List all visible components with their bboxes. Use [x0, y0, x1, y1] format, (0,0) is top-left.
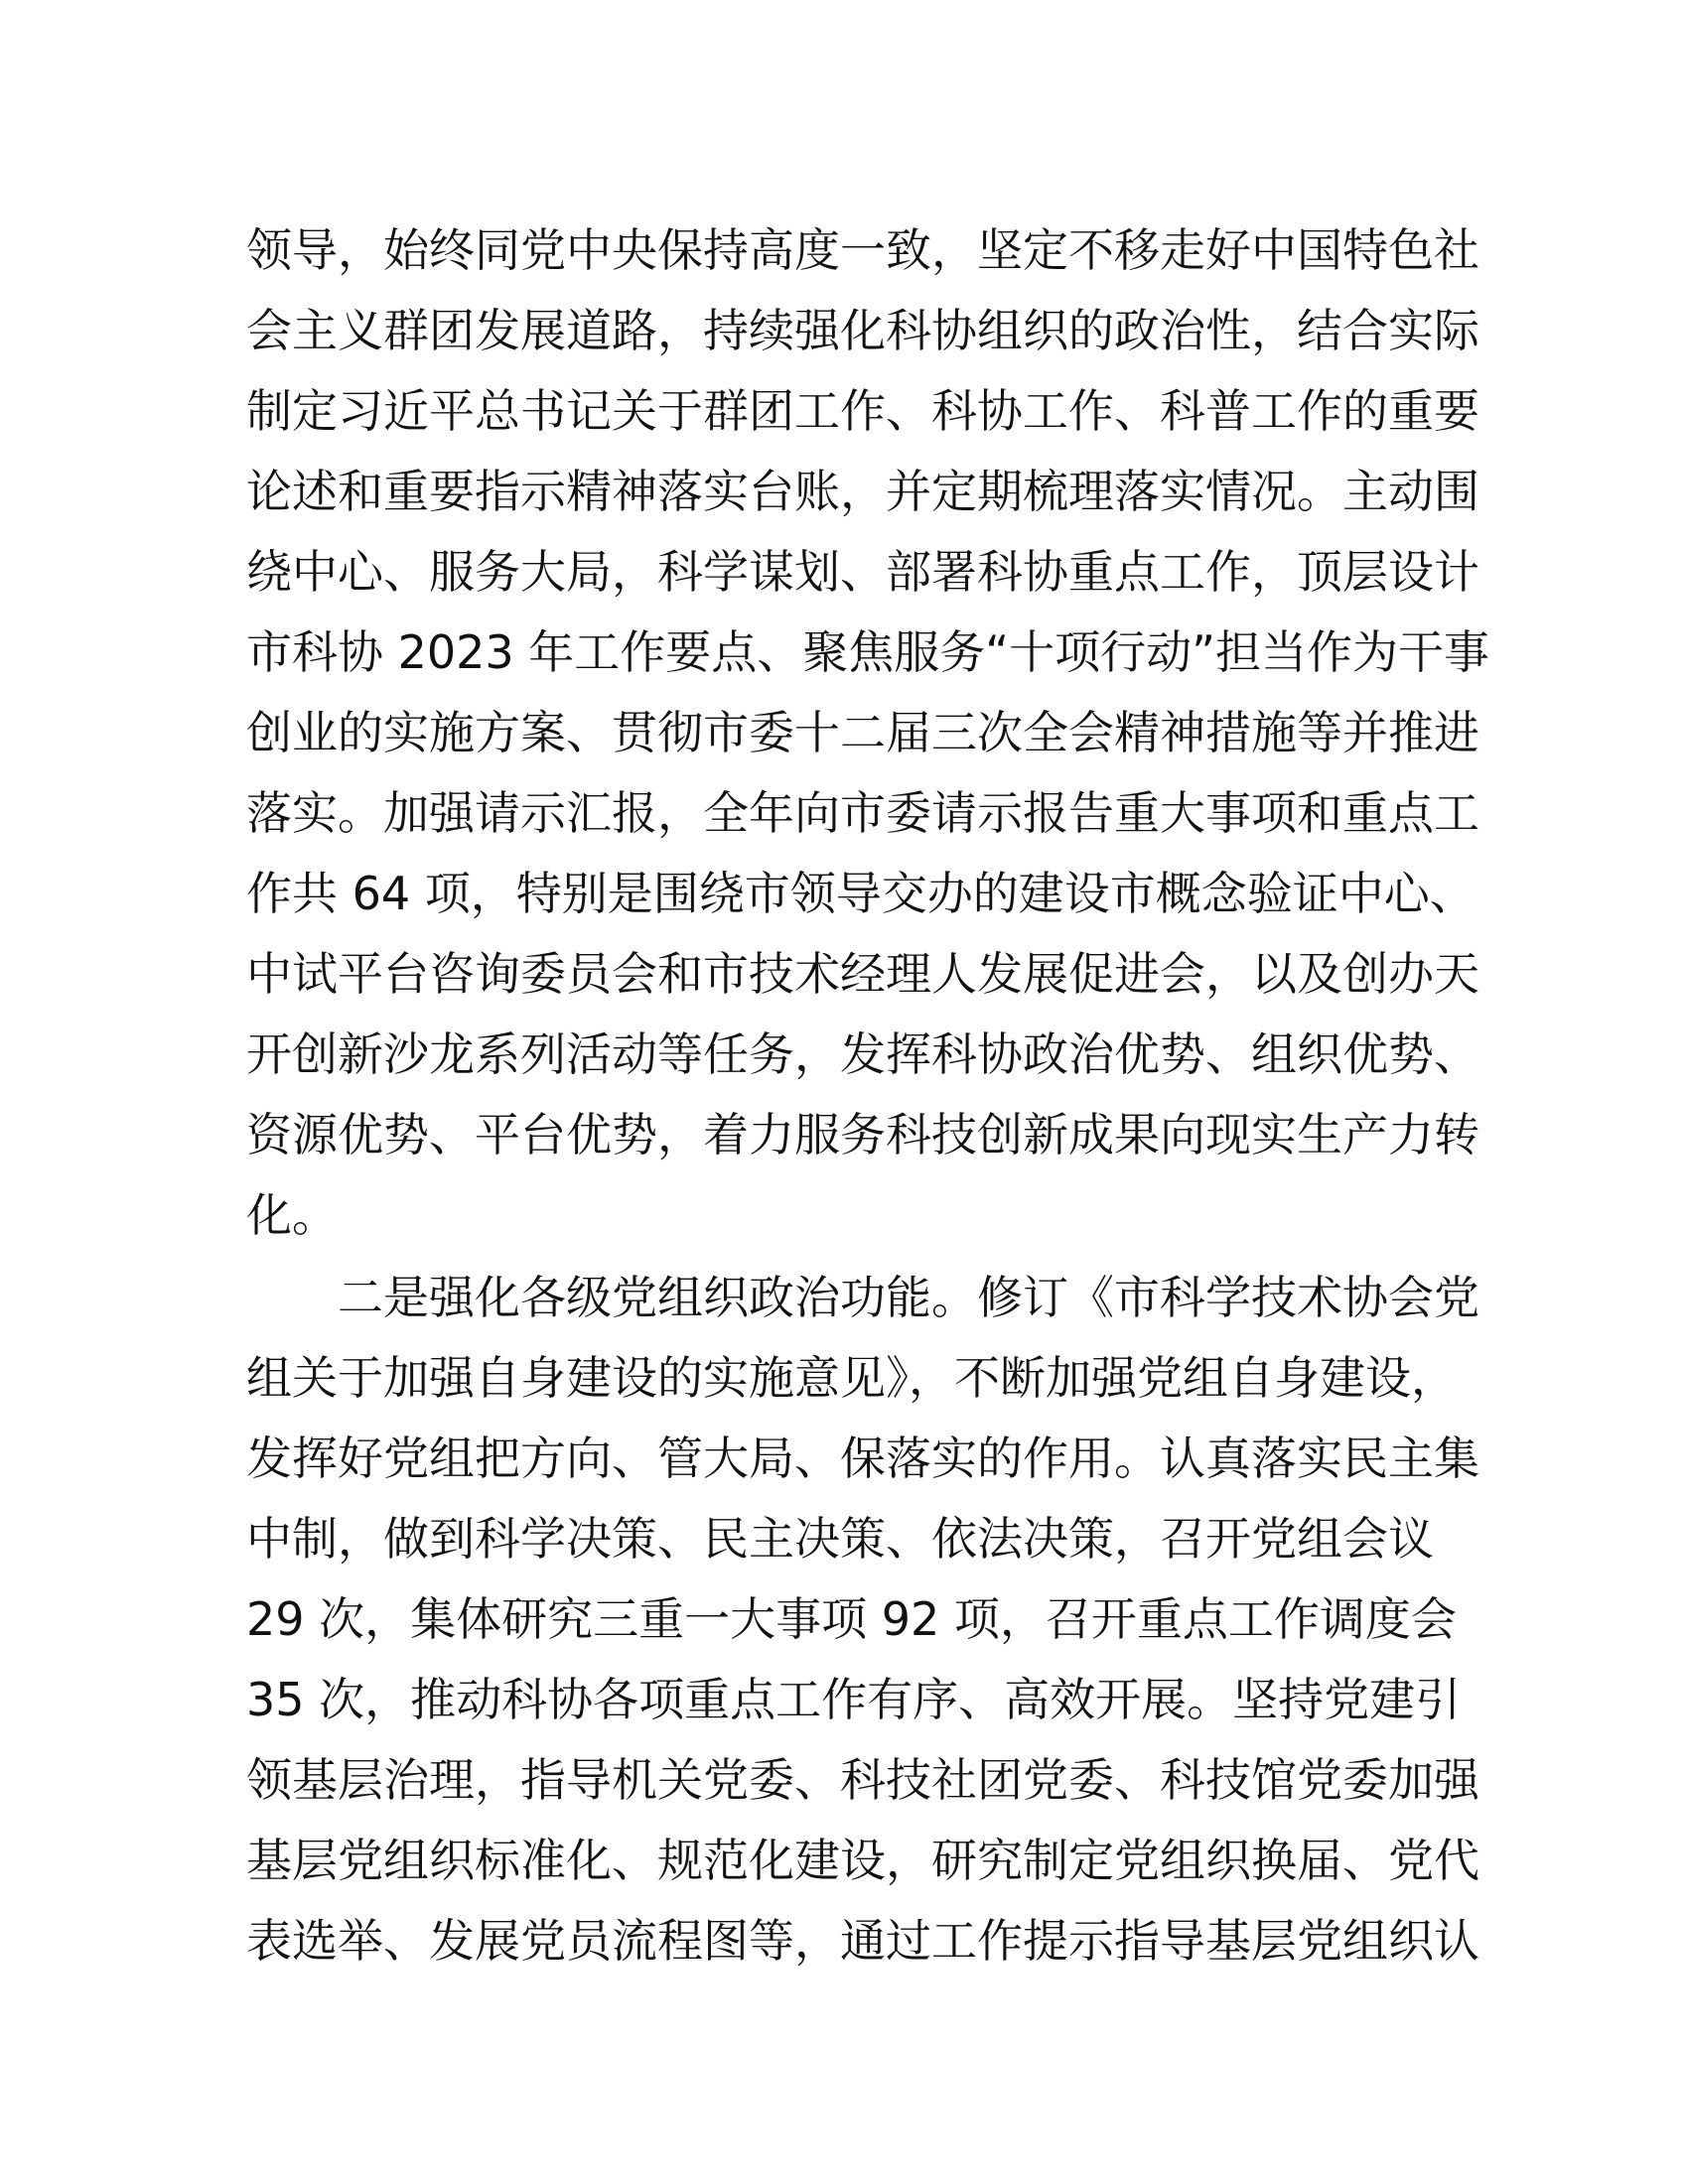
text-line: 领导，始终同党中央保持高度一致，坚定不移走好中国特色社	[246, 223, 1479, 277]
text-line: 论述和重要指示精神落实台账，并定期梳理落实情况。主动围	[246, 465, 1479, 518]
text-line: 绕中心、服务大局，科学谋划、部署科协重点工作，顶层设计	[246, 545, 1479, 599]
text-line: 落实。加强请示汇报，全年向市委请示报告重大事项和重点工	[246, 786, 1479, 840]
text-line: 会主义群团发展道路，持续强化科协组织的政治性，结合实际	[246, 304, 1479, 357]
text-line: 化。	[246, 1188, 338, 1242]
text-line: 市科协 2023 年工作要点、聚焦服务“十项行动”担当作为干事	[246, 625, 1489, 679]
text-line: 表选举、发展党员流程图等，通过工作提示指导基层党组织认	[246, 1914, 1479, 1968]
text-line: 中制，做到科学决策、民主决策、依法决策，召开党组会议	[246, 1512, 1434, 1566]
text-line: 创业的实施方案、贯彻市委十二届三次全会精神措施等并推进	[246, 706, 1479, 759]
text-line: 中试平台咨询委员会和市技术经理人发展促进会，以及创办天	[246, 947, 1479, 1001]
body-text	[246, 210, 1489, 1981]
text-line: 资源优势、平台优势，着力服务科技创新成果向现实生产力转	[246, 1108, 1479, 1161]
paragraph	[246, 210, 1489, 1256]
text-line: 开创新沙龙系列活动等任务，发挥科协政治优势、组织优势、	[246, 1027, 1479, 1081]
text-line: 组关于加强自身建设的实施意见》，不断加强党组自身建设，	[246, 1351, 1457, 1405]
text-line: 发挥好党组把方向、管大局、保落实的作用。认真落实民主集	[246, 1432, 1479, 1485]
text-line: 领基层治理，指导机关党委、科技社团党委、科技馆党委加强	[246, 1753, 1479, 1807]
text-line: 制定习近平总书记关于群团工作、科协工作、科普工作的重要	[246, 384, 1479, 438]
text-line: 二是强化各级党组织政治功能。修订《市科学技术协会党	[338, 1271, 1479, 1324]
text-line: 基层党组织标准化、规范化建设，研究制定党组织换届、党代	[246, 1834, 1479, 1887]
text-line: 作共 64 项，特别是围绕市领导交办的建设市概念验证中心、	[246, 867, 1476, 920]
text-line: 35 次，推动科协各项重点工作有序、高效开展。坚持党建引	[246, 1673, 1462, 1726]
text-line: 29 次，集体研究三重一大事项 92 项，召开重点工作调度会	[246, 1592, 1457, 1646]
paragraph	[246, 1258, 1479, 1981]
